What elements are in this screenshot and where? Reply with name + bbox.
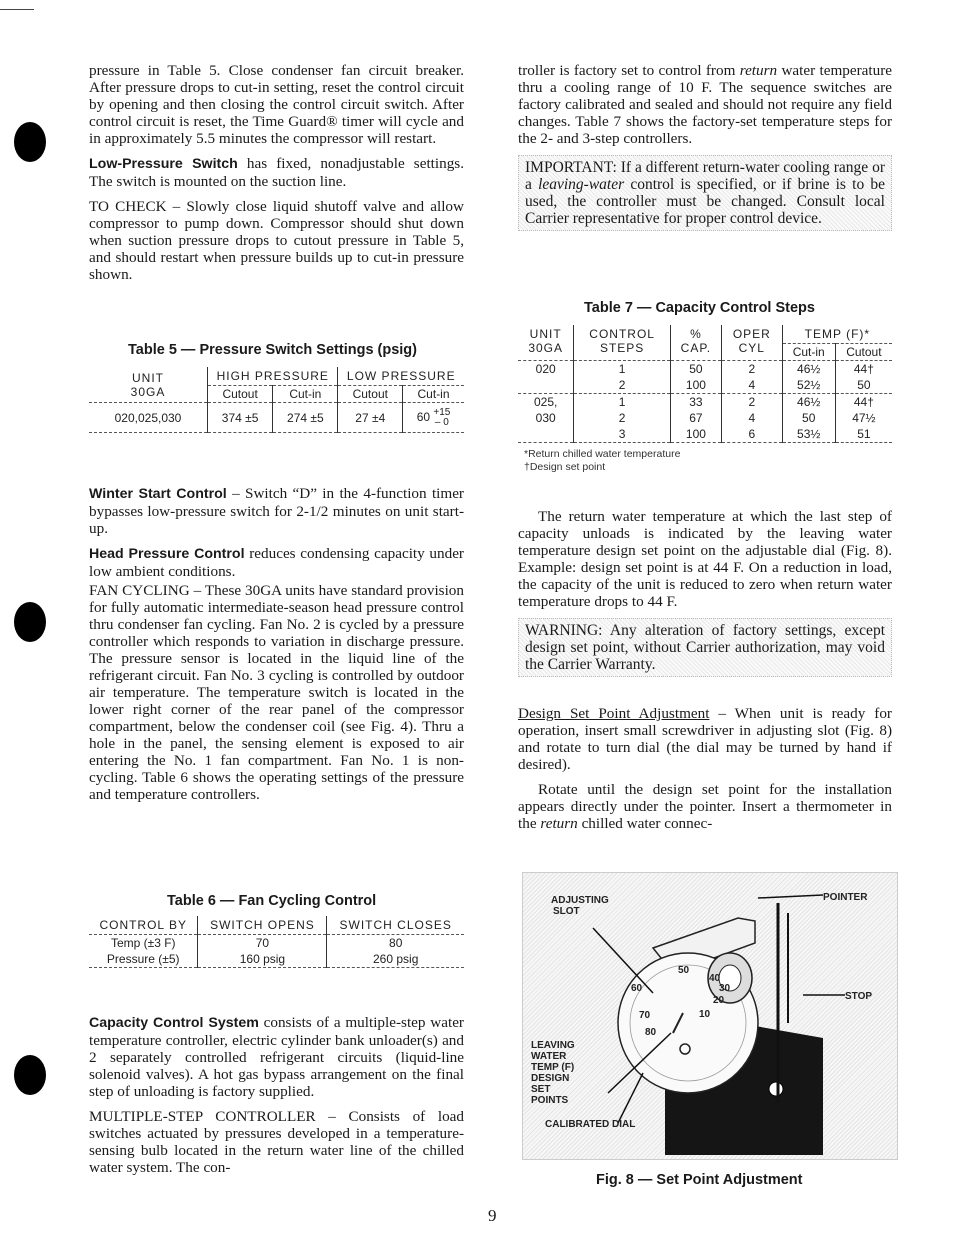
table7-cap-header: % CAP. (670, 325, 721, 361)
table7-cutin-header: Cut-in (782, 344, 835, 361)
set-point-dial-illustration (523, 873, 897, 1159)
table5-cell: 27 ±4 (338, 403, 403, 433)
right-column-middle (518, 508, 892, 840)
label-water: WATER (531, 1051, 567, 1062)
table6-title: Table 6 — Fan Cycling Control (167, 893, 377, 909)
table7 (518, 325, 892, 443)
table5-high-header: HIGH PRESSURE (208, 367, 338, 386)
table5-cutin-header: Cut-in (403, 386, 464, 403)
table7-cell: 33 (670, 394, 721, 411)
dial-number: 40 (709, 973, 721, 984)
label-set: SET (531, 1084, 551, 1095)
dial-number: 20 (713, 995, 725, 1006)
table7-footnote: *Return chilled water temperature (524, 448, 681, 460)
right-column-upper (518, 62, 892, 231)
label-stop: STOP (845, 991, 873, 1002)
table7-cell: 6 (721, 426, 782, 443)
warning-notice: WARNING: Any alteration of factory settings, except design set point, without Carrier authorization, may void the Carrier Warranty. (518, 618, 892, 677)
table5-cell: 274 ±5 (273, 403, 338, 433)
table7-cell: 67 (670, 410, 721, 426)
dial-number: 30 (719, 983, 731, 994)
table7-cell: 44† (835, 394, 892, 411)
paragraph: pressure in Table 5. Close condenser fan circuit breaker. After pressure drops to cut-in setting, reset the control circuit by opening and then closing the control circuit switch. After control circuit is reset, the Time Guard® timer will cycle and in approximately 5.5 minutes the compressor will restart. (89, 62, 464, 147)
table7-cell: 1 (574, 361, 671, 378)
table5-title: Table 5 — Pressure Switch Settings (psig) (128, 342, 417, 358)
table7-title: Table 7 — Capacity Control Steps (584, 300, 815, 316)
page-top-rule (0, 9, 34, 10)
table7-cell: 2 (574, 410, 671, 426)
punch-hole (14, 602, 46, 642)
table6-cell: 70 (198, 935, 327, 952)
punch-hole (14, 122, 46, 162)
paragraph-head-pressure: Head Pressure Control reduces condensing capacity under low ambient conditions. (89, 545, 464, 580)
table7-cutout-header: Cutout (835, 344, 892, 361)
table5-cutout-header: Cutout (208, 386, 273, 403)
table7-cell: 2 (574, 377, 671, 394)
table7-cell (518, 377, 574, 394)
table7-cell: 52½ (782, 377, 835, 394)
label-points: POINTS (531, 1095, 569, 1106)
table7-oper-header: OPER CYL (721, 325, 782, 361)
table6-cell: Temp (±3 F) (110, 936, 176, 950)
table6-closes-header: SWITCH CLOSES (327, 916, 464, 935)
label-adjusting: ADJUSTING (551, 895, 609, 906)
paragraph-winter-start: Winter Start Control – Switch “D” in the 4-function timer bypasses low-pressure switch for 2-1/2 minutes on unit start-up. (89, 485, 464, 537)
paragraph-fan-cycling: FAN CYCLING – These 30GA units have standard provision for fully automatic intermediate-season head pressure control thru condenser fan cycling. Fan No. 2 is cycled by a pressure controller which responds to variation in discharge pressure. The pressure sensor is located in the liquid line of the refrigerant circuit. Fan No. 3 cycling is controlled by outdoor air temperature. The temperature switch is located in the lower right corner of the rear panel of the compressor compartment, below the condenser coil (see Fig. 4). Thru a hole in the panel, the sensing element is exposed to air entering the No. 1 fan compartment. Fan No. 1 is non-cycling. Table 6 shows the operating settings of the pressure and temperature controllers. (89, 582, 464, 803)
punch-hole (14, 1055, 46, 1095)
table7-control-header: CONTROL STEPS (574, 325, 671, 361)
table6-cell: Pressure (±5) (89, 951, 198, 968)
table7-cell: 4 (721, 377, 782, 394)
dial-number: 10 (699, 1009, 711, 1020)
table7-cell: 53½ (782, 426, 835, 443)
figure-set-point-adjustment (522, 872, 898, 1160)
table7-cell: 51 (835, 426, 892, 443)
left-column-middle (89, 485, 464, 811)
label-calibrated-dial: CALIBRATED DIAL (545, 1119, 636, 1130)
table7-cell: 020 (535, 362, 556, 376)
table5-cutout-header: Cutout (338, 386, 403, 403)
table7-cell: 46½ (782, 361, 835, 378)
table7-cell: 030 (535, 411, 556, 425)
table7-cell: 47½ (835, 410, 892, 426)
table7-cell: 4 (721, 410, 782, 426)
table6-cell: 80 (327, 935, 464, 952)
table7-cell: 2 (721, 394, 782, 411)
dial-number: 80 (645, 1027, 657, 1038)
table7-cell: 44† (835, 361, 892, 378)
table7-cell: 50 (782, 410, 835, 426)
table7-cell: 3 (574, 426, 671, 443)
table7-cell: 2 (721, 361, 782, 378)
paragraph-capacity-control: Capacity Control System consists of a multiple-step water temperature controller, electric cylinder bank unloader(s) and 2 separately controlled refrigerant circuits (liquid-line solenoid valves). A hot gas bypass arrangement on the final step of unloading is factory supplied. (89, 1014, 464, 1100)
table6-cell: 160 psig (198, 951, 327, 968)
paragraph-low-pressure: Low-Pressure Switch has fixed, nonadjustable settings. The switch is mounted on the suction line. (89, 155, 464, 190)
dial-number: 70 (639, 1010, 651, 1021)
table5-cutin-header: Cut-in (273, 386, 338, 403)
table7-cell: 025, (533, 395, 558, 409)
label-slot: SLOT (553, 906, 580, 917)
paragraph-design-set-point: Design Set Point Adjustment – When unit is ready for operation, insert small screwdriver in adjusting slot (Fig. 8) and rotate to turn dial (the dial may be turned by hand if desired). (518, 705, 892, 773)
paragraph-rotate: Rotate until the design set point for the installation appears directly under the pointer. Insert a thermometer in the return chilled water connec- (518, 781, 892, 832)
table5 (89, 367, 464, 433)
table6 (89, 916, 464, 968)
paragraph-multistep: MULTIPLE-STEP CONTROLLER – Consists of load switches actuated by pressures developed in a temperature-sensing bulb located in the return water line of the chilled water system. The con- (89, 1108, 464, 1176)
table7-cell: 100 (670, 426, 721, 443)
table7-cell: 46½ (782, 394, 835, 411)
left-column-upper (89, 62, 464, 291)
label-leaving: LEAVING (531, 1040, 575, 1051)
table7-cell: 100 (670, 377, 721, 394)
table5-cell: 374 ±5 (208, 403, 273, 433)
dial-number: 60 (631, 983, 643, 994)
table7-cell: 1 (574, 394, 671, 411)
table6-opens-header: SWITCH OPENS (198, 916, 327, 935)
table7-cell: 50 (670, 361, 721, 378)
paragraph-to-check: TO CHECK – Slowly close liquid shutoff valve and allow compressor to pump down. Compressor should shut down when suction pressure drops to cutout pressure in Table 5, and should restart when pressure builds up to cut-in pressure shown. (89, 198, 464, 283)
label-temp: TEMP (F) (531, 1062, 575, 1073)
label-pointer: POINTER (823, 892, 868, 903)
paragraph: The return water temperature at which the last step of capacity unloads is indicated by the leaving water temperature design set point on the adjustable dial (Fig. 8). Example: design set point is at 44 F. On a reduction in load, the capacity of the unit is reduced to zero when return water temperature drops to 44 F. (518, 508, 892, 610)
label-design: DESIGN (531, 1073, 570, 1084)
table7-cell (518, 426, 574, 443)
screw-icon (769, 1082, 783, 1096)
table5-cell: 020,025,030 (89, 403, 208, 433)
table7-footnote: †Design set point (524, 461, 606, 473)
paragraph: troller is factory set to control from return water temperature thru a cooling range of 10 F. The sequence switches are factory calibrated and sealed and should not require any field changes. Table 7 shows the factory-set temperature steps for the 2- and 3-step controllers. (518, 62, 893, 147)
table6-by-header: CONTROL BY (89, 916, 198, 935)
left-column-lower (89, 1014, 464, 1184)
figure-caption: Fig. 8 — Set Point Adjustment (596, 1172, 803, 1188)
important-notice: IMPORTANT: If a different return-water cooling range or a leaving-water control is specified, or if brine is to be used, the controller must be changed. Consult local Carrier representative for proper control device. (518, 155, 892, 231)
dial-number: 50 (678, 965, 690, 976)
table5-cell: 60 +15 – 0 (403, 403, 464, 433)
table5-low-header: LOW PRESSURE (338, 367, 464, 386)
table6-cell: 260 psig (327, 951, 464, 968)
table7-temp-header: TEMP (F)* (782, 325, 892, 344)
page-number: 9 (488, 1206, 497, 1225)
table7-unit-header: UNIT 30GA (518, 325, 574, 361)
table7-cell: 50 (835, 377, 892, 394)
table5-unit-header: UNIT 30GA (89, 367, 208, 403)
